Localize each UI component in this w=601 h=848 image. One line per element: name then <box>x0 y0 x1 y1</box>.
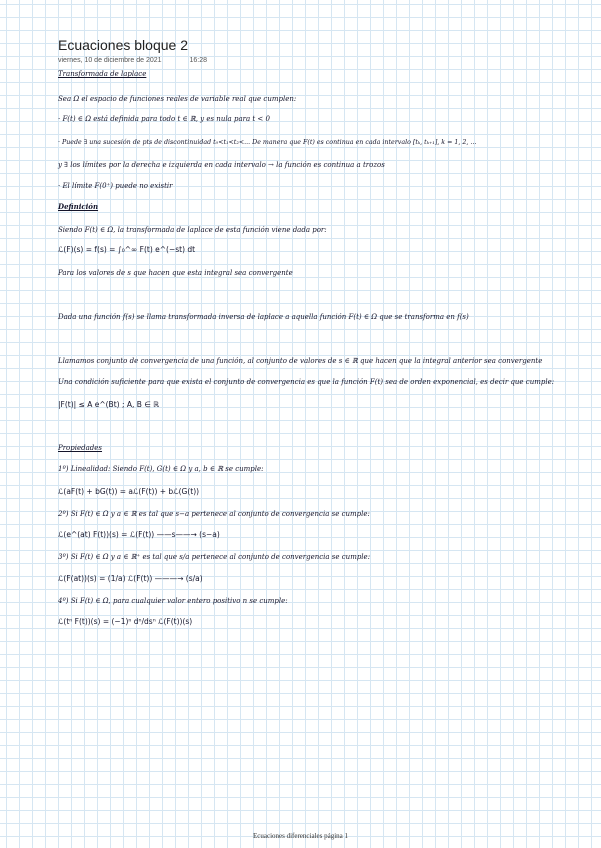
note-line: y ∃ los límites por la derecha e izquierda en cada intervalo → la función es continua a trozos <box>58 161 385 169</box>
section-heading-definicion: Definición <box>58 202 99 211</box>
note-line: Una condición suficiente para que exista el conjunto de convergencia es que la función F(t) sea de orden exponencial, es decir que cumple: <box>58 378 555 386</box>
note-line: 4º) Si F(t) ∈ Ω, para cualquier valor entero positivo n se cumple: <box>58 597 288 605</box>
section-heading-propiedades: Propiedades <box>58 444 103 452</box>
note-line: Para los valores de s que hacen que esta integral sea convergente <box>58 269 293 277</box>
note-line: 2º) Si F(t) ∈ Ω y a ∈ ℝ es tal que s−a pertenece al conjunto de convergencia se cumple: <box>58 510 370 518</box>
formula-shift: ℒ(e^(at) F(t))(s) = ℒ(F(t)) ——s——→ (s−a) <box>58 530 220 539</box>
note-line: Sea Ω el espacio de funciones reales de variable real que cumplen: <box>58 95 297 103</box>
section-heading-laplace: Transformada de laplace <box>58 70 147 78</box>
note-line: Siendo F(t) ∈ Ω, la transformada de laplace de esta función viene dada por: <box>58 226 327 234</box>
note-line: · El límite F(0⁺) puede no existir <box>58 182 173 190</box>
formula-laplace-definition: ℒ(F)(s) = f(s) = ∫₀^∞ F(t) e^(−st) dt <box>58 245 196 254</box>
note-line: · F(t) ∈ Ω está definida para todo t ∈ ℝ, y es nula para t < 0 <box>58 115 270 123</box>
formula-scaling: ℒ(F(at))(s) = (1/a) ℒ(F(t)) ———→ (s/a) <box>58 574 203 583</box>
page-date: viernes, 10 de diciembre de 2021 <box>58 57 162 64</box>
page-footer: Ecuaciones diferenciales página 1 <box>252 832 349 840</box>
page-title: Ecuaciones bloque 2 <box>58 37 188 53</box>
formula-derivative: ℒ(tⁿ F(t))(s) = (−1)ⁿ dⁿ/dsⁿ ℒ(F(t))(s) <box>58 617 193 626</box>
note-line: Dada una función f(s) se llama transformada inversa de laplace a aquella función F(t) ∈ Ω que se transforma en f(s) <box>58 313 469 321</box>
page-time: 16:28 <box>189 57 207 64</box>
note-line: 1º) Linealidad: Siendo F(t), G(t) ∈ Ω y a, b ∈ ℝ se cumple: <box>58 465 264 473</box>
formula-linearity: ℒ(aF(t) + bG(t)) = aℒ(F(t)) + bℒ(G(t)) <box>58 487 200 496</box>
note-line: Llamamos conjunto de convergencia de una función, al conjunto de valores de s ∈ ℝ que hacen que la integral anterior sea convergente <box>58 357 543 365</box>
note-line: · Puede ∃ una sucesión de pts de discontinuidad t₀<t₁<t₂<... De manera que F(t) es continua en cada intervalo [tₖ, tₖ₊₁], k = 1, 2, ... <box>58 139 477 146</box>
page-metadata <box>58 57 207 64</box>
formula-exponential-order: |F(t)| ≤ A e^(Bt) ; A, B ∈ ℝ <box>58 400 160 409</box>
note-line: 3º) Si F(t) ∈ Ω y a ∈ ℝ⁺ es tal que s/a pertenece al conjunto de convergencia se cumple: <box>58 553 371 561</box>
